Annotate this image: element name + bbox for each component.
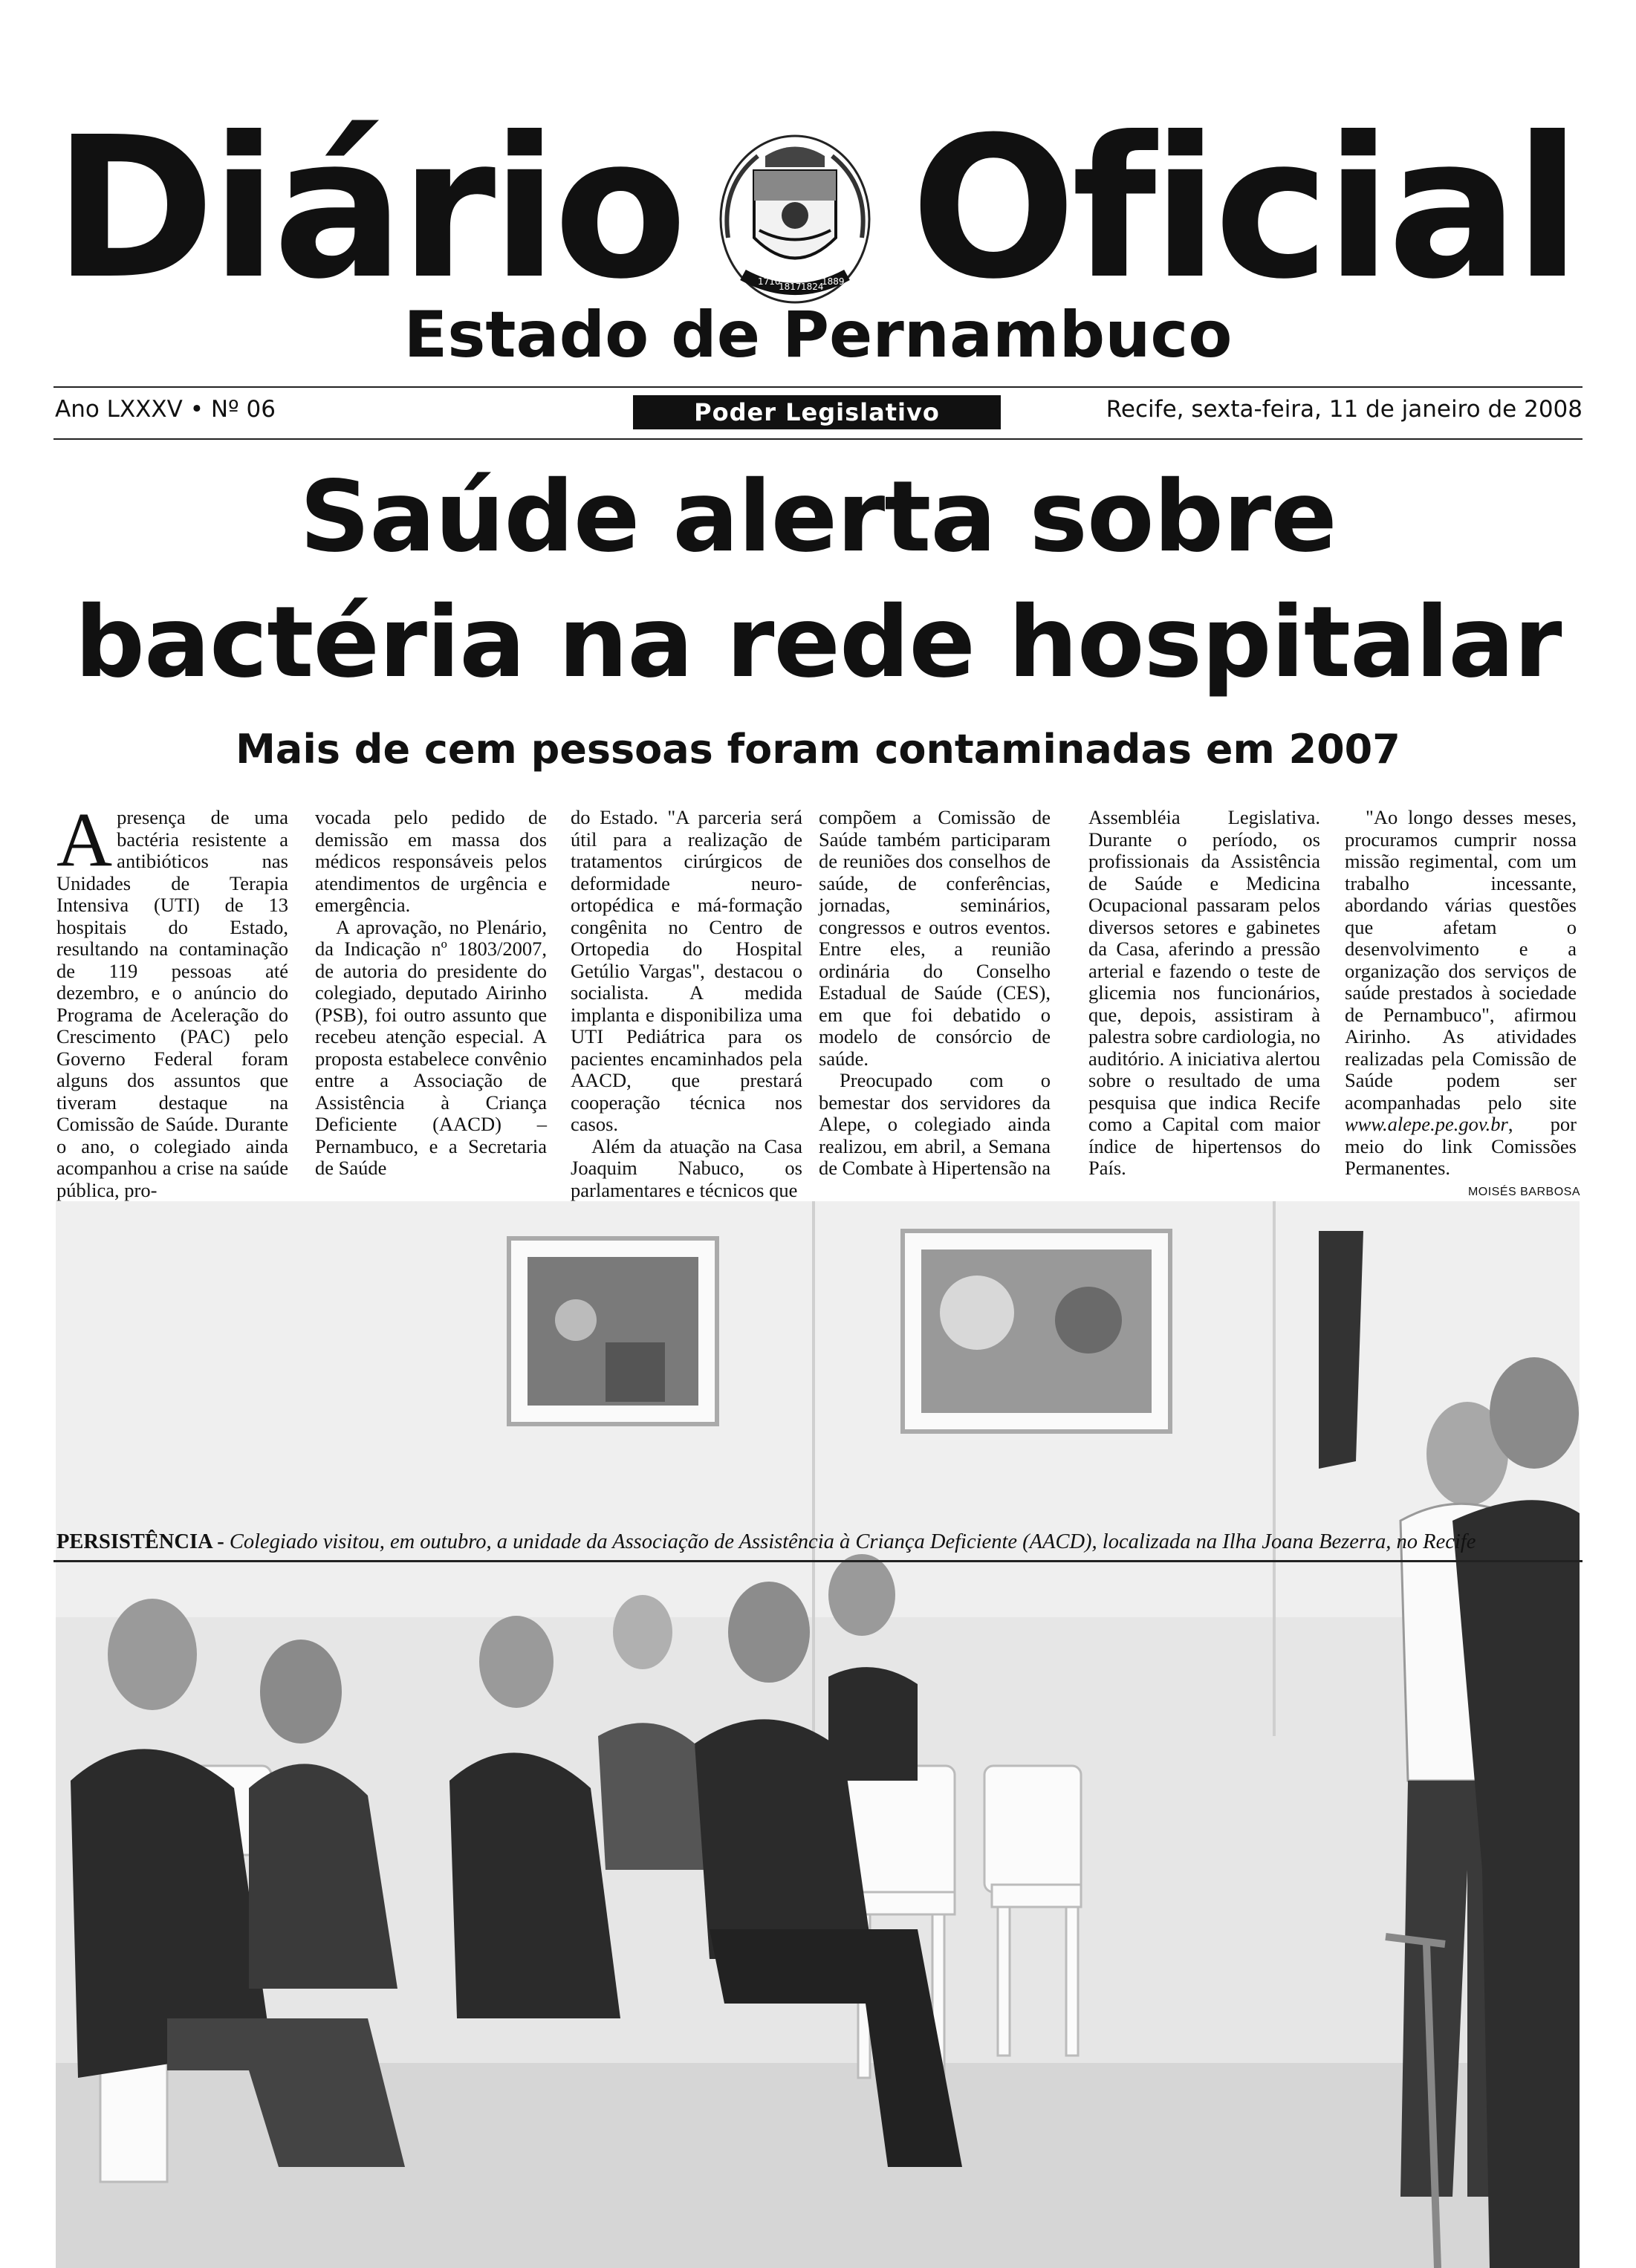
meeting-photo-illustration (56, 1201, 1580, 2268)
article-column-1 (56, 797, 288, 1201)
seal-year-1: 1710 (758, 276, 781, 287)
paragraph (1345, 807, 1577, 1180)
quote-text-end: , por meio do link Comissões Permanentes. (1345, 1113, 1577, 1179)
photo-credit: MOISÉS BARBOSA (1467, 1186, 1580, 1198)
drop-cap: A (56, 797, 113, 883)
pernambuco-coat-of-arms-icon (713, 126, 877, 312)
deck: Mais de cem pessoas foram contaminadas em 2007 (236, 726, 1400, 773)
article-column-6 (1345, 807, 1577, 1180)
paragraph: A aprovação, no Plenário, da Indicação nº 1803/2007, de autoria do presidente do colegiado, deputado Airinho (PSB), foi outro assunto que recebeu atenção especial. A proposta estabelece convênio entre a Associação de Assistência à Criança Deficiente (AACD) – Pernambuco, e a Secretaria de Saúde (315, 915, 547, 1179)
paragraph: do Estado. "A parceria será útil para a realização de tratamentos cirúrgicos de deformidade neuro-ortopédica e má-formação congênita no Centro de Ortopedia do Hospital Getúlio Vargas", destacou o socialista. A medida implanta e disponibiliza uma UTI Pediátrica para os pacientes encaminhados pela AACD, que prestará cooperação técnica nos casos. (571, 806, 802, 1135)
caption-lead: PERSISTÊNCIA - (56, 1530, 224, 1553)
caption-text: Colegiado visitou, em outubro, a unidade da Associação de Assistência à Criança Deficiente (AACD), localizada na Ilha Joana Bezerra, no Recife (229, 1530, 1476, 1553)
top-rule (53, 386, 1583, 388)
issue-dateline: Recife, sexta-feira, 11 de janeiro de 2008 (1106, 396, 1583, 423)
masthead-subtitle: Estado de Pernambuco (403, 298, 1233, 372)
issue-volume: Ano LXXXV • Nº 06 (55, 396, 276, 423)
paragraph: Preocupado com o bemestar dos servidores da Alepe, o colegiado ainda realizou, em abril, a Semana de Combate à Hipertensão na (819, 1069, 1051, 1179)
seal-year-2: 1817 (779, 282, 802, 292)
seal-year-4: 1889 (822, 276, 845, 287)
section-label: Poder Legislativo (633, 395, 1001, 429)
headline-line-1: Saúde alerta sobre (299, 460, 1337, 574)
news-photo (56, 1201, 1580, 2268)
headline-line-2: bactéria na rede hospitalar (74, 585, 1562, 700)
seal-year-3: 1824 (801, 282, 824, 292)
article-column-2 (315, 807, 547, 1180)
site-link[interactable]: www.alepe.pe.gov.br (1345, 1113, 1508, 1135)
paragraph: Além da atuação na Casa Joaquim Nabuco, os parlamentares e técnicos que (571, 1134, 802, 1201)
quote-text: "Ao longo desses meses, procuramos cumprir nossa missão regimental, com um trabalho incessante, abordando várias questões que afetam o desenvolvimento e a organização dos serviços de saúde prestados à sociedade de Pernambuco", afirmou Airinho. As atividades realizadas pela Comissão de Saúde podem ser acompanhadas pelo site (1345, 806, 1577, 1114)
article-column-4 (819, 807, 1051, 1180)
paragraph: vocada pelo pedido de demissão em massa dos médicos responsáveis pelos atendimentos de urgência e emergência. (315, 806, 547, 916)
article-column-3 (571, 807, 802, 1201)
masthead-title-right: Oficial (910, 95, 1577, 322)
paragraph: compõem a Comissão de Saúde também participaram de reuniões dos conselhos de saúde, de conferências, jornadas, seminários, congressos e outros eventos. Entre eles, a reunião ordinária do Conselho Estadual de Saúde (CES), em que foi debatido o modelo de consórcio de saúde. (819, 806, 1051, 1070)
bottom-rule (53, 438, 1583, 440)
headline (37, 455, 1599, 706)
masthead-title-left: Diário (53, 95, 684, 322)
article-column-5 (1088, 807, 1320, 1180)
paragraph: presença de uma bactéria resistente a antibióticos nas Unidades de Terapia Intensiva (UTI) de 13 hospitais do Estado, resultando na contaminação de 119 pessoas até dezembro, e o anúncio do Programa de Aceleração do Crescimento (PAC) pelo Governo Federal foram alguns dos assuntos que tiveram destaque na Comissão de Saúde. Durante o ano, o colegiado ainda acompanhou a crise na saúde pública, pro- (56, 806, 288, 1201)
caption-bottom-rule (53, 1560, 1583, 1562)
paragraph: Assembléia Legislativa. Durante o período, os profissionais da Assistência de Saúde e Medicina Ocupacional passaram pelos diversos setores e gabinetes da Casa, aferindo a pressão arterial e fazendo o teste de glicemia nos funcionários, que, depois, assistiram à palestra sobre cardiologia, no auditório. A iniciativa alertou sobre o resultado de uma pesquisa que indica Recife como a Capital com maior índice de hipertensos do País. (1088, 806, 1320, 1179)
photo-caption (56, 1532, 1476, 1553)
